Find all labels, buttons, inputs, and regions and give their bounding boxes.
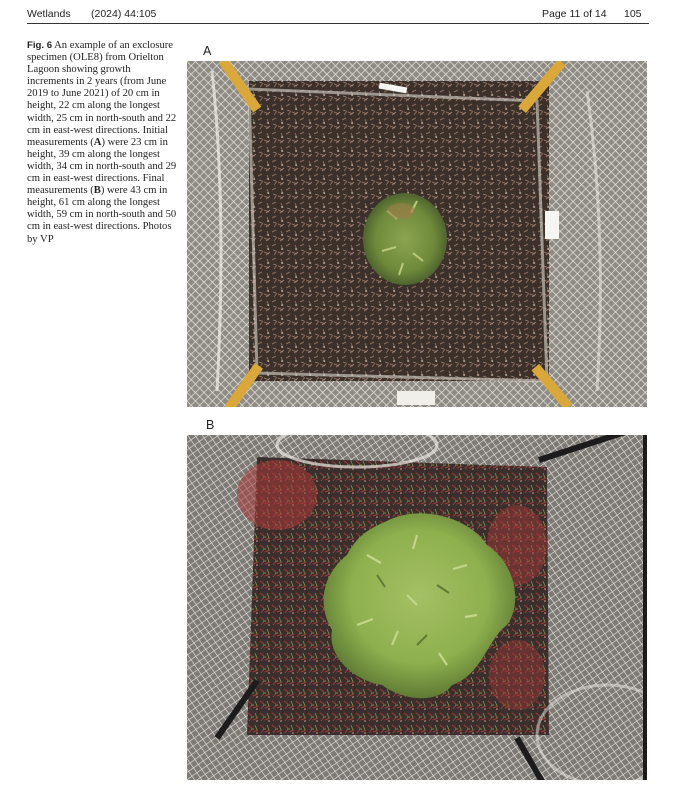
figure-caption — [27, 40, 179, 246]
caption-text-1: An example of an exclosure specimen (OLE8) from Orielton Lagoon showing growth increments in 2 years (from June 2019 to June 2021) of 20 cm in height, 22 cm along the longest width, 25 cm in north-south and 22 cm in east-west directions. Initial measurements ( — [27, 40, 177, 148]
panel-label-a: A — [203, 44, 212, 58]
journal-name: Wetlands — [27, 8, 71, 20]
header-rule — [27, 23, 649, 24]
page-of-total: Page 11 of 14 — [542, 8, 607, 20]
caption-text-3: ) were 43 cm in height, 61 cm along the longest width, 59 cm in north-south and 50 cm in east-west directions. Photos by VP — [27, 185, 177, 245]
caption-text-2: ) were 23 cm in height, 39 cm along the longest width, 34 cm in north-south and 29 cm in east-west directions. Final measurements ( — [27, 136, 177, 197]
volume-info: (2024) 44:105 — [91, 8, 157, 20]
caption-panel-ref-a: A — [93, 136, 102, 148]
page-number: 105 — [624, 8, 642, 20]
running-head — [27, 8, 649, 24]
figure-label: Fig. 6 — [27, 40, 53, 51]
caption-panel-ref-b: B — [93, 185, 101, 197]
photo-a-initial-exclosure — [187, 61, 647, 407]
photo-b-final-exclosure — [187, 435, 647, 780]
panel-label-b: B — [206, 418, 215, 432]
